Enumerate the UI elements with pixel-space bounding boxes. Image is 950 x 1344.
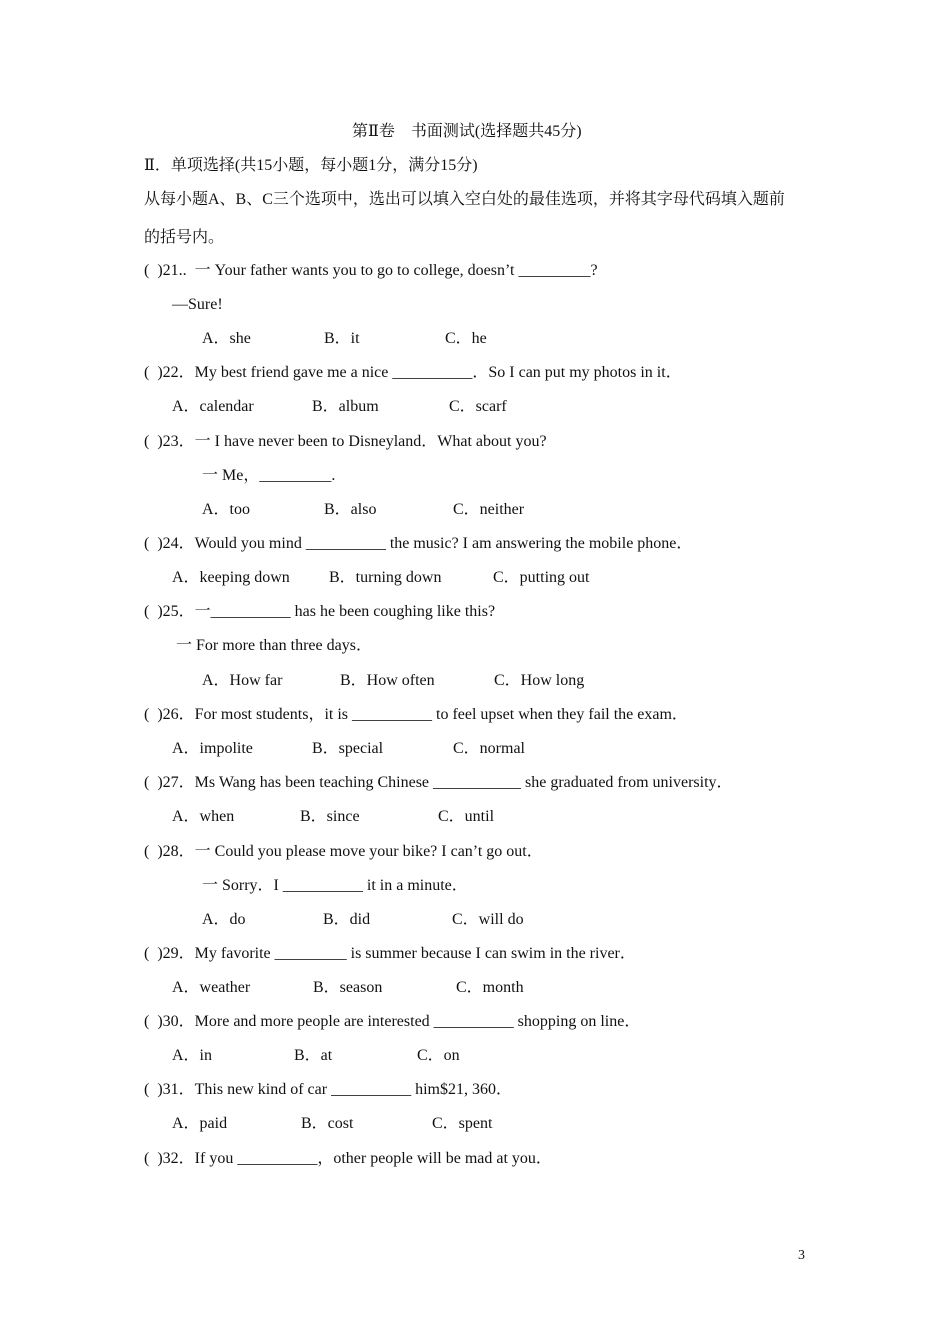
option-b: B．How often bbox=[340, 672, 435, 689]
option-b: B．special bbox=[312, 740, 384, 757]
question-reply: 一 Me，_________. bbox=[202, 467, 336, 484]
option-b: B．cost bbox=[301, 1115, 354, 1132]
option-b: B．at bbox=[294, 1047, 333, 1064]
option-a: A．paid bbox=[172, 1115, 228, 1132]
option-c: C．until bbox=[438, 808, 495, 825]
option-a: A．do bbox=[202, 911, 246, 928]
instructions-line-1: 从每小题A、B、C三个选项中，选出可以填入空白处的最佳选项，并将其字母代码填入题前 bbox=[144, 191, 785, 208]
option-c: C．month bbox=[456, 979, 524, 996]
option-a: A．How far bbox=[202, 672, 283, 689]
option-b: B．since bbox=[300, 808, 360, 825]
question-stem: ( )21.. 一 Your father wants you to go to college, doesn’t _________? bbox=[144, 262, 598, 279]
option-b: B．album bbox=[312, 398, 379, 415]
question-reply: 一 For more than three days． bbox=[176, 637, 372, 654]
option-a: A．calendar bbox=[172, 398, 254, 415]
question-stem: ( )22．My best friend gave me a nice __________．So I can put my photos in it． bbox=[144, 364, 682, 381]
option-a: A．too bbox=[202, 501, 251, 518]
option-c: C．How long bbox=[494, 672, 585, 689]
option-b: B．it bbox=[324, 330, 360, 347]
option-c: C．scarf bbox=[449, 398, 507, 415]
option-a: A．keeping down bbox=[172, 569, 290, 586]
option-b: B．turning down bbox=[329, 569, 442, 586]
question-stem: ( )29．My favorite _________ is summer because I can swim in the river． bbox=[144, 945, 636, 962]
question-stem: ( )30．More and more people are interested __________ shopping on line． bbox=[144, 1013, 641, 1030]
option-c: C．he bbox=[445, 330, 487, 347]
option-a: A．in bbox=[172, 1047, 213, 1064]
option-c: C．on bbox=[417, 1047, 460, 1064]
question-stem: ( )32．If you __________，other people will be mad at you． bbox=[144, 1150, 552, 1167]
option-a: A．impolite bbox=[172, 740, 253, 757]
part-heading: Ⅱ．单项选择(共15小题，每小题1分，满分15分) bbox=[144, 157, 478, 174]
question-stem: ( )31．This new kind of car __________ him$21, 360． bbox=[144, 1081, 512, 1098]
question-reply: —Sure! bbox=[172, 296, 223, 313]
option-c: C．neither bbox=[453, 501, 525, 518]
question-stem: ( )26．For most students，it is __________ to feel upset when they fail the exam． bbox=[144, 706, 688, 723]
option-c: C．putting out bbox=[493, 569, 590, 586]
option-b: B．season bbox=[313, 979, 383, 996]
option-a: A．she bbox=[202, 330, 251, 347]
page-number: 3 bbox=[798, 1248, 805, 1263]
question-stem: ( )27．Ms Wang has been teaching Chinese ___________ she graduated from university． bbox=[144, 774, 733, 791]
question-reply: 一 Sorry．I __________ it in a minute． bbox=[202, 877, 468, 894]
option-c: C．spent bbox=[432, 1115, 493, 1132]
question-stem: ( )28．一 Could you please move your bike? I can’t go out． bbox=[144, 843, 543, 860]
option-a: A．weather bbox=[172, 979, 251, 996]
option-b: B．did bbox=[323, 911, 371, 928]
option-c: C．normal bbox=[453, 740, 525, 757]
option-b: B．also bbox=[324, 501, 377, 518]
question-stem: ( )25．一__________ has he been coughing like this? bbox=[144, 603, 496, 620]
option-a: A．when bbox=[172, 808, 235, 825]
question-stem: ( )23．一 I have never been to Disneyland．What about you? bbox=[144, 433, 547, 450]
option-c: C．will do bbox=[452, 911, 524, 928]
question-stem: ( )24．Would you mind __________ the music? I am answering the mobile phone． bbox=[144, 535, 693, 552]
instructions-line-2: 的括号内。 bbox=[144, 229, 225, 246]
section-title: 第Ⅱ卷 书面测试(选择题共45分) bbox=[352, 123, 582, 140]
